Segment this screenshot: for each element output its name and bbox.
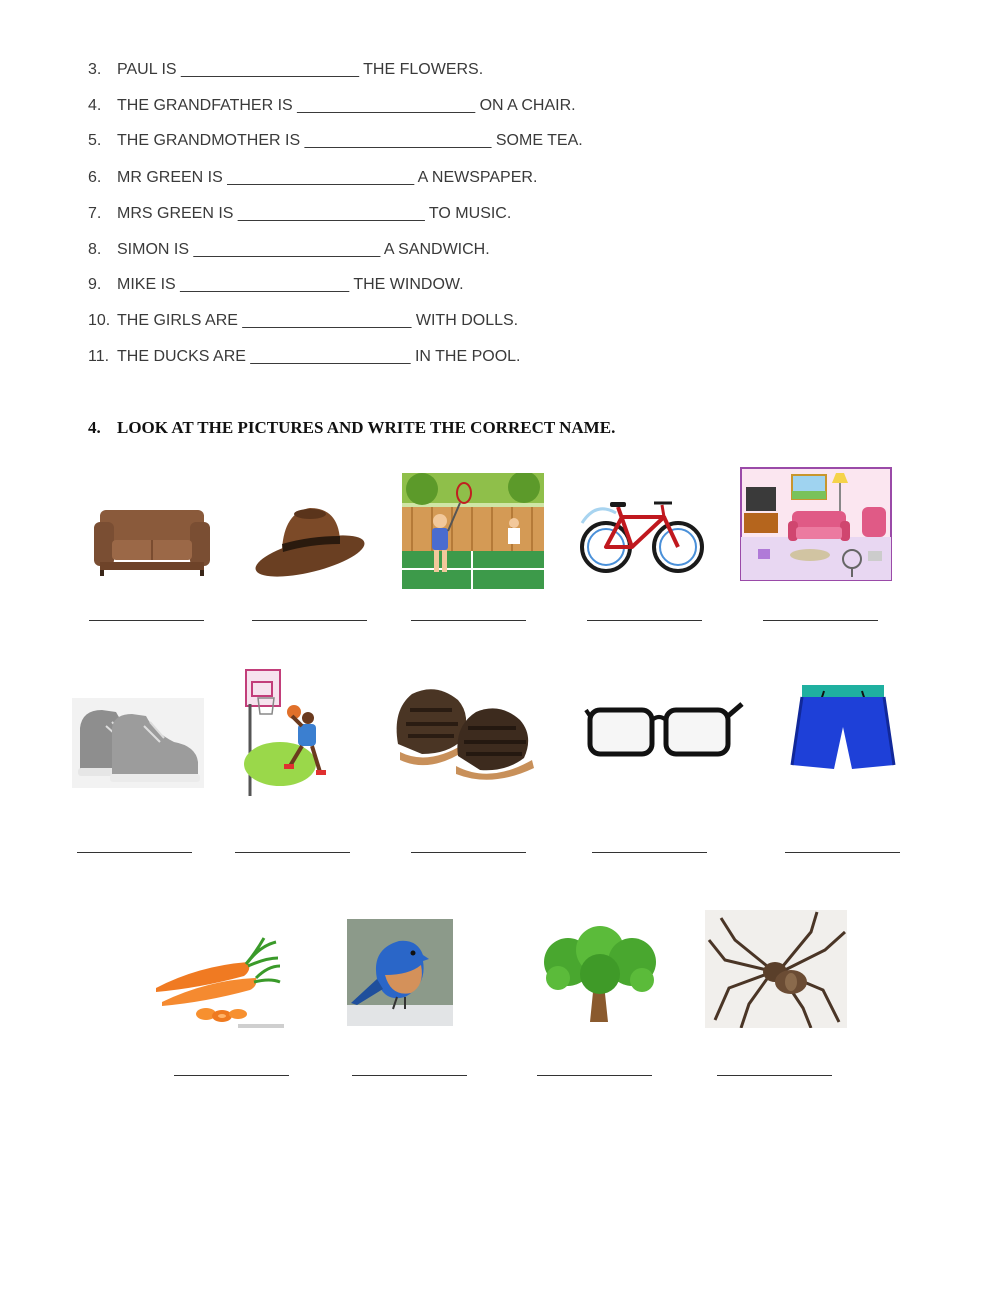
answer-blank-carrots[interactable]	[174, 1075, 289, 1076]
answer-blank-spider[interactable]	[717, 1075, 832, 1076]
answer-blank-basketball[interactable]	[235, 852, 350, 853]
glasses-icon	[584, 694, 746, 768]
sentence-5: 5. THE GRANDMOTHER IS _____________________ SOME TEA.	[88, 132, 583, 149]
answer-blank-sneakers[interactable]	[77, 852, 192, 853]
image-credit-mark	[238, 1024, 284, 1028]
sentence-6: 6. MR GREEN IS _____________________ A NEWSPAPER.	[88, 169, 538, 186]
answer-blank-glasses[interactable]	[592, 852, 707, 853]
answer-blank-hat[interactable]	[252, 620, 367, 621]
shorts-icon	[790, 683, 896, 777]
answer-blank-tennis[interactable]	[411, 620, 526, 621]
sentence-3: 3. PAUL IS ____________________ THE FLOWERS.	[88, 61, 484, 78]
sentence-11: 11. THE DUCKS ARE __________________ IN THE POOL.	[88, 348, 521, 365]
answer-blank-bicycle[interactable]	[587, 620, 702, 621]
sofa-icon	[88, 470, 218, 590]
answer-blank-bird[interactable]	[352, 1075, 467, 1076]
answer-blank-living-room[interactable]	[763, 620, 878, 621]
tree-icon	[540, 926, 658, 1022]
basketball-icon	[240, 668, 332, 800]
sentence-10: 10. THE GIRLS ARE ___________________ WITH DOLLS.	[88, 312, 519, 329]
bicycle-icon	[576, 493, 708, 577]
hat-icon	[248, 478, 368, 588]
bird-icon	[347, 919, 453, 1026]
carrots-icon	[148, 936, 282, 1024]
sentence-4: 4. THE GRANDFATHER IS ____________________ ON A CHAIR.	[88, 97, 576, 114]
living-room-icon	[740, 467, 892, 581]
sentence-9: 9. MIKE IS ___________________ THE WINDOW.	[88, 276, 464, 293]
exercise-4-heading: 4. LOOK AT THE PICTURES AND WRITE THE CORRECT NAME.	[88, 418, 616, 437]
sentence-8: 8. SIMON IS _____________________ A SANDWICH.	[88, 241, 490, 258]
answer-blank-sofa[interactable]	[89, 620, 204, 621]
tennis-icon	[402, 473, 544, 589]
sandals-icon	[388, 680, 542, 784]
answer-blank-sandals[interactable]	[411, 852, 526, 853]
answer-blank-tree[interactable]	[537, 1075, 652, 1076]
sneakers-icon	[72, 698, 204, 788]
sentence-7: 7. MRS GREEN IS _____________________ TO MUSIC.	[88, 205, 512, 222]
spider-icon	[705, 910, 847, 1028]
answer-blank-shorts[interactable]	[785, 852, 900, 853]
